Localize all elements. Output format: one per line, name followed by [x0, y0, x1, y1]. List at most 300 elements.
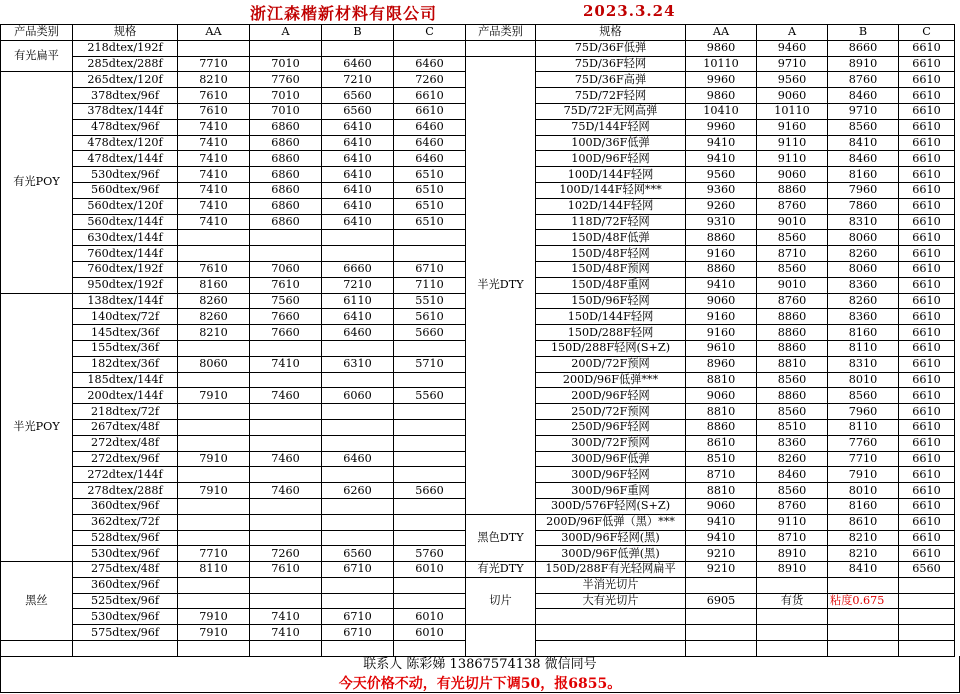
price-cell-right-a: 8760 — [757, 498, 828, 514]
price-cell-a: 6860 — [250, 119, 322, 135]
col-header-spec-right: 规格 — [536, 25, 686, 41]
price-cell-c — [394, 372, 466, 388]
price-cell-aa: 8260 — [178, 293, 250, 309]
col-header-spec: 规格 — [73, 25, 178, 41]
price-cell-b — [322, 641, 394, 657]
price-cell-a — [250, 514, 322, 530]
spec-cell: 575dtex/96f — [73, 625, 178, 641]
spec-cell-right: 300D/96F重网 — [536, 483, 686, 499]
price-cell-right-c: 6610 — [899, 530, 955, 546]
price-cell-aa — [178, 246, 250, 262]
price-cell-b: 6060 — [322, 388, 394, 404]
price-cell-right-c: 6610 — [899, 119, 955, 135]
price-cell-right-b: 8010 — [828, 483, 899, 499]
price-cell-right-c: 6610 — [899, 72, 955, 88]
price-cell-right-b: 8560 — [828, 119, 899, 135]
price-cell-aa: 8260 — [178, 309, 250, 325]
price-cell-c: 7110 — [394, 277, 466, 293]
price-cell-right-aa — [686, 641, 757, 657]
price-cell-a: 7010 — [250, 88, 322, 104]
price-cell-aa: 7410 — [178, 182, 250, 198]
table-row — [1, 56, 955, 72]
price-cell-right-c: 6610 — [899, 40, 955, 56]
price-cell-a: 7260 — [250, 546, 322, 562]
header-row — [1, 25, 955, 41]
price-cell-aa — [178, 530, 250, 546]
price-cell-b: 6410 — [322, 309, 394, 325]
spec-cell-right: 75D/72F轻网 — [536, 88, 686, 104]
price-cell-right-aa: 8810 — [686, 372, 757, 388]
price-cell-c: 7260 — [394, 72, 466, 88]
category-cell-right — [466, 40, 536, 56]
price-cell-right-aa: 6905 — [686, 593, 757, 609]
price-cell-c: 6460 — [394, 56, 466, 72]
price-cell-right-aa: 9360 — [686, 182, 757, 198]
price-cell-c — [394, 593, 466, 609]
price-cell-a — [250, 467, 322, 483]
price-cell-a — [250, 230, 322, 246]
price-cell-right-a: 10110 — [757, 103, 828, 119]
price-cell-right-aa: 8960 — [686, 356, 757, 372]
price-cell-right-a: 8860 — [757, 182, 828, 198]
price-cell-right-a: 8560 — [757, 404, 828, 420]
spec-cell: 278dtex/288f — [73, 483, 178, 499]
spec-cell: 478dtex/144f — [73, 151, 178, 167]
price-table — [0, 24, 955, 657]
price-cell-right-c: 6610 — [899, 135, 955, 151]
price-cell-right-c — [899, 609, 955, 625]
price-cell-right-c: 6610 — [899, 483, 955, 499]
price-cell-c — [394, 246, 466, 262]
spec-cell: 272dtex/144f — [73, 467, 178, 483]
price-cell-right-b — [828, 577, 899, 593]
price-cell-right-aa: 8610 — [686, 435, 757, 451]
price-cell-aa: 8210 — [178, 72, 250, 88]
price-cell-right-a: 9060 — [757, 167, 828, 183]
price-cell-right-b: 7860 — [828, 198, 899, 214]
price-cell-right-c: 6610 — [899, 246, 955, 262]
price-cell-c: 6010 — [394, 625, 466, 641]
price-cell-c: 5660 — [394, 483, 466, 499]
price-cell-aa: 8060 — [178, 356, 250, 372]
price-cell-right-aa: 8810 — [686, 404, 757, 420]
price-cell-right-a: 8360 — [757, 435, 828, 451]
price-cell-right-c: 6610 — [899, 56, 955, 72]
price-cell-c: 6460 — [394, 119, 466, 135]
price-cell-right-b: 8560 — [828, 388, 899, 404]
spec-cell-right: 150D/48F轻网 — [536, 246, 686, 262]
price-cell-b — [322, 467, 394, 483]
price-cell-right-aa: 9210 — [686, 546, 757, 562]
price-cell-a: 7060 — [250, 261, 322, 277]
spec-cell: 950dtex/192f — [73, 277, 178, 293]
spec-cell: 530dtex/96f — [73, 609, 178, 625]
price-cell-a: 6860 — [250, 198, 322, 214]
price-cell-aa — [178, 593, 250, 609]
price-cell-c — [394, 577, 466, 593]
spec-cell-right: 118D/72F轻网 — [536, 214, 686, 230]
price-cell-c: 5710 — [394, 356, 466, 372]
price-cell-right-c — [899, 625, 955, 641]
price-cell-right-b: 8910 — [828, 56, 899, 72]
price-cell-b: 6710 — [322, 625, 394, 641]
price-cell-a — [250, 530, 322, 546]
price-cell-right-b: 8010 — [828, 372, 899, 388]
price-cell-right-aa: 9060 — [686, 388, 757, 404]
spec-cell-right: 150D/96F轻网 — [536, 293, 686, 309]
price-cell-aa — [178, 467, 250, 483]
col-header-b: B — [322, 25, 394, 41]
spec-cell: 182dtex/36f — [73, 356, 178, 372]
spec-cell-right: 250D/72F预网 — [536, 404, 686, 420]
spec-cell-right: 300D/96F轻网 — [536, 467, 686, 483]
price-cell-c — [394, 40, 466, 56]
spec-cell: 560dtex/144f — [73, 214, 178, 230]
price-cell-a: 7760 — [250, 72, 322, 88]
price-cell-right-a — [757, 625, 828, 641]
price-cell-b: 6410 — [322, 198, 394, 214]
price-cell-right-a: 9110 — [757, 151, 828, 167]
price-cell-right-a: 8860 — [757, 340, 828, 356]
price-cell-right-a: 9710 — [757, 56, 828, 72]
price-cell-b — [322, 514, 394, 530]
price-cell-right-c: 6610 — [899, 546, 955, 562]
price-cell-right-a: 8810 — [757, 356, 828, 372]
price-cell-b: 6410 — [322, 214, 394, 230]
spec-cell-right: 半消光切片 — [536, 577, 686, 593]
col-header-aa-right: AA — [686, 25, 757, 41]
price-cell-right-b: 8260 — [828, 246, 899, 262]
spec-cell: 145dtex/36f — [73, 325, 178, 341]
price-cell-right-aa: 9410 — [686, 277, 757, 293]
table-row — [1, 514, 955, 530]
price-cell-b — [322, 593, 394, 609]
price-cell-c — [394, 419, 466, 435]
price-cell-right-c: 6610 — [899, 309, 955, 325]
price-cell-aa — [178, 40, 250, 56]
spec-cell-right: 100D/144F轻网*** — [536, 182, 686, 198]
price-cell-c: 6510 — [394, 167, 466, 183]
price-cell-aa — [178, 372, 250, 388]
price-cell-right-c: 6610 — [899, 261, 955, 277]
spec-cell: 528dtex/96f — [73, 530, 178, 546]
price-cell-right-b: 7760 — [828, 435, 899, 451]
price-cell-aa — [178, 340, 250, 356]
price-cell-right-b: 8160 — [828, 167, 899, 183]
price-cell-aa: 7610 — [178, 261, 250, 277]
price-cell-b: 6460 — [322, 451, 394, 467]
price-cell-right-aa: 9860 — [686, 88, 757, 104]
spec-cell-right: 200D/96F低弹（黑）*** — [536, 514, 686, 530]
price-cell-right-b: 8460 — [828, 88, 899, 104]
price-cell-a — [250, 593, 322, 609]
price-cell-right-aa: 9410 — [686, 530, 757, 546]
spec-cell: 272dtex/48f — [73, 435, 178, 451]
price-cell-right-aa: 9210 — [686, 562, 757, 578]
price-cell-right-a: 8910 — [757, 562, 828, 578]
price-cell-a: 7610 — [250, 277, 322, 293]
spec-cell: 285dtex/288f — [73, 56, 178, 72]
title-bar — [0, 0, 960, 24]
price-cell-aa: 7910 — [178, 609, 250, 625]
price-cell-a: 6860 — [250, 135, 322, 151]
price-cell-right-aa: 10410 — [686, 103, 757, 119]
spec-cell: 560dtex/120f — [73, 198, 178, 214]
price-cell-right-c: 6610 — [899, 167, 955, 183]
price-cell-aa: 8160 — [178, 277, 250, 293]
spec-cell-right: 150D/48F重网 — [536, 277, 686, 293]
price-cell-b — [322, 530, 394, 546]
price-cell-aa: 7610 — [178, 103, 250, 119]
price-cell-right-b: 8060 — [828, 261, 899, 277]
price-cell-b — [322, 404, 394, 420]
price-cell-c: 6510 — [394, 198, 466, 214]
price-cell-right-aa — [686, 609, 757, 625]
price-cell-c — [394, 340, 466, 356]
price-cell-b — [322, 340, 394, 356]
price-cell-right-b: 8410 — [828, 562, 899, 578]
price-cell-right-c: 6610 — [899, 419, 955, 435]
price-cell-right-a: 9110 — [757, 514, 828, 530]
price-cell-a: 7410 — [250, 609, 322, 625]
price-cell-right-b: 8210 — [828, 530, 899, 546]
price-cell-right-c: 6560 — [899, 562, 955, 578]
spec-cell: 360dtex/96f — [73, 498, 178, 514]
price-cell-right-c: 6610 — [899, 514, 955, 530]
spec-cell-right: 150D/144F轻网 — [536, 309, 686, 325]
table-row — [1, 562, 955, 578]
price-cell-a — [250, 419, 322, 435]
price-cell-right-aa: 9310 — [686, 214, 757, 230]
price-cell-right-a: 9560 — [757, 72, 828, 88]
price-cell-right-b: 8210 — [828, 546, 899, 562]
price-cell-b: 6660 — [322, 261, 394, 277]
category-cell-right: 半光DTY — [466, 56, 536, 514]
price-cell-c: 6510 — [394, 182, 466, 198]
price-cell-aa — [178, 641, 250, 657]
price-cell-right-c: 6610 — [899, 404, 955, 420]
spec-cell: 760dtex/192f — [73, 261, 178, 277]
price-cell-right-a: 9110 — [757, 135, 828, 151]
spec-cell-right: 200D/96F轻网 — [536, 388, 686, 404]
price-cell-right-a: 8560 — [757, 230, 828, 246]
price-cell-right-c: 6610 — [899, 230, 955, 246]
price-cell-aa: 7410 — [178, 119, 250, 135]
price-notice: 今天价格不动，有光切片下调50，报6855。 — [338, 676, 622, 692]
price-cell-b — [322, 40, 394, 56]
price-cell-right-a: 8260 — [757, 451, 828, 467]
spec-cell: 218dtex/192f — [73, 40, 178, 56]
price-cell-aa: 7910 — [178, 451, 250, 467]
price-cell-b: 6410 — [322, 135, 394, 151]
spec-cell: 185dtex/144f — [73, 372, 178, 388]
price-cell-right-c: 6610 — [899, 372, 955, 388]
price-cell-a — [250, 40, 322, 56]
category-cell-right — [466, 625, 536, 657]
col-header-c-right: C — [899, 25, 955, 41]
price-cell-right-a: 8860 — [757, 309, 828, 325]
price-cell-a — [250, 641, 322, 657]
price-cell-aa: 7910 — [178, 625, 250, 641]
price-cell-b — [322, 230, 394, 246]
price-cell-b: 6460 — [322, 56, 394, 72]
price-cell-right-c: 6610 — [899, 293, 955, 309]
spec-cell: 560dtex/96f — [73, 182, 178, 198]
price-cell-a: 7460 — [250, 388, 322, 404]
price-cell-right-c: 6610 — [899, 498, 955, 514]
price-cell-right-aa: 9260 — [686, 198, 757, 214]
category-cell — [1, 641, 73, 657]
table-row — [1, 577, 955, 593]
spec-cell: 140dtex/72f — [73, 309, 178, 325]
col-header-category: 产品类别 — [1, 25, 73, 41]
price-cell-aa — [178, 514, 250, 530]
price-cell-right-c: 6610 — [899, 151, 955, 167]
spec-cell-right: 大有光切片 — [536, 593, 686, 609]
company-name: 浙江森楷新材料有限公司 — [250, 4, 438, 23]
price-cell-right-b: 7960 — [828, 404, 899, 420]
price-cell-right-aa: 9410 — [686, 514, 757, 530]
price-cell-right-aa: 9160 — [686, 309, 757, 325]
price-cell-right-aa — [686, 577, 757, 593]
price-cell-right-aa: 9410 — [686, 151, 757, 167]
price-cell-right-b: 8460 — [828, 151, 899, 167]
price-cell-b — [322, 435, 394, 451]
col-header-category-right: 产品类别 — [466, 25, 536, 41]
price-cell-aa: 7410 — [178, 167, 250, 183]
price-cell-right-aa: 9060 — [686, 498, 757, 514]
price-cell-right-a: 8710 — [757, 530, 828, 546]
spec-cell-right: 200D/72F预网 — [536, 356, 686, 372]
price-cell-a: 7660 — [250, 309, 322, 325]
spec-cell: 760dtex/144f — [73, 246, 178, 262]
price-cell-b: 6560 — [322, 546, 394, 562]
price-cell-right-aa: 9960 — [686, 119, 757, 135]
price-cell-right-a: 8910 — [757, 546, 828, 562]
price-cell-right-aa: 8860 — [686, 230, 757, 246]
category-cell: 黑丝 — [1, 562, 73, 641]
spec-cell: 530dtex/96f — [73, 167, 178, 183]
spec-cell: 275dtex/48f — [73, 562, 178, 578]
spec-cell: 272dtex/96f — [73, 451, 178, 467]
price-cell-right-a: 9010 — [757, 277, 828, 293]
price-cell-right-c: 6610 — [899, 435, 955, 451]
price-cell-right-a: 8760 — [757, 198, 828, 214]
spec-cell-right: 75D/36F高弹 — [536, 72, 686, 88]
price-cell-right-aa: 9060 — [686, 293, 757, 309]
spec-cell-right: 150D/288F轻网(S+Z) — [536, 340, 686, 356]
price-cell-right-b: 7710 — [828, 451, 899, 467]
price-cell-c: 6010 — [394, 562, 466, 578]
price-cell-right-aa: 9410 — [686, 135, 757, 151]
spec-cell-right: 150D/48F预网 — [536, 261, 686, 277]
price-cell-b: 6110 — [322, 293, 394, 309]
price-cell-b: 6710 — [322, 609, 394, 625]
price-cell-right-a: 8760 — [757, 293, 828, 309]
price-cell-c: 6460 — [394, 151, 466, 167]
price-cell-right-a — [757, 577, 828, 593]
spec-cell: 265dtex/120f — [73, 72, 178, 88]
price-cell-right-b: 8410 — [828, 135, 899, 151]
price-cell-right-aa: 8710 — [686, 467, 757, 483]
price-cell-b: 6410 — [322, 167, 394, 183]
price-cell-c: 6610 — [394, 103, 466, 119]
col-header-b-right: B — [828, 25, 899, 41]
price-cell-right-b: 8760 — [828, 72, 899, 88]
price-cell-aa: 7710 — [178, 546, 250, 562]
price-cell-right-c: 6610 — [899, 325, 955, 341]
price-cell-a: 6860 — [250, 182, 322, 198]
price-cell-b — [322, 372, 394, 388]
spec-cell-right: 75D/36F轻网 — [536, 56, 686, 72]
price-cell-b — [322, 577, 394, 593]
price-cell-right-b: 8360 — [828, 277, 899, 293]
price-cell-c: 5760 — [394, 546, 466, 562]
price-cell-right-a: 9460 — [757, 40, 828, 56]
category-cell-right: 黑色DTY — [466, 514, 536, 561]
spec-cell: 378dtex/144f — [73, 103, 178, 119]
price-cell-right-a — [757, 609, 828, 625]
spec-cell: 378dtex/96f — [73, 88, 178, 104]
spec-cell-right: 100D/36F低弹 — [536, 135, 686, 151]
price-cell-c — [394, 530, 466, 546]
price-cell-b: 6560 — [322, 88, 394, 104]
price-cell-b: 6410 — [322, 119, 394, 135]
price-cell-right-a: 8560 — [757, 483, 828, 499]
price-cell-a — [250, 372, 322, 388]
price-cell-c: 5510 — [394, 293, 466, 309]
price-cell-right-c: 6610 — [899, 214, 955, 230]
price-cell-c: 6010 — [394, 609, 466, 625]
price-cell-b — [322, 419, 394, 435]
price-cell-a — [250, 498, 322, 514]
price-cell-b — [322, 498, 394, 514]
spec-cell-right: 75D/36F低弹 — [536, 40, 686, 56]
price-cell-b — [322, 246, 394, 262]
price-cell-a: 6860 — [250, 167, 322, 183]
price-cell-aa — [178, 498, 250, 514]
price-cell-c: 5610 — [394, 309, 466, 325]
price-cell-right-a: 8860 — [757, 325, 828, 341]
spec-cell: 200dtex/144f — [73, 388, 178, 404]
price-cell-right-b: 8360 — [828, 309, 899, 325]
spec-cell-right: 300D/96F低弹(黑) — [536, 546, 686, 562]
price-cell-right-a: 9010 — [757, 214, 828, 230]
spec-cell-right: 250D/96F轻网 — [536, 419, 686, 435]
spec-cell-right — [536, 641, 686, 657]
price-cell-aa: 8210 — [178, 325, 250, 341]
price-cell-right-b: 8610 — [828, 514, 899, 530]
price-cell-right-aa: 9160 — [686, 325, 757, 341]
price-cell-c: 6710 — [394, 261, 466, 277]
price-cell-a — [250, 435, 322, 451]
category-cell: 半光POY — [1, 293, 73, 562]
price-cell-right-b: 8310 — [828, 356, 899, 372]
price-cell-aa — [178, 435, 250, 451]
spec-cell-right: 100D/96F轻网 — [536, 151, 686, 167]
price-cell-right-b: 7910 — [828, 467, 899, 483]
category-cell-right: 切片 — [466, 577, 536, 624]
price-cell-a: 6860 — [250, 214, 322, 230]
price-cell-a — [250, 577, 322, 593]
price-cell-right-aa: 9960 — [686, 72, 757, 88]
price-cell-right-aa: 9160 — [686, 246, 757, 262]
col-header-a: A — [250, 25, 322, 41]
price-cell-right-b — [828, 609, 899, 625]
spec-cell: 478dtex/120f — [73, 135, 178, 151]
price-cell-right-c — [899, 641, 955, 657]
price-cell-b: 6260 — [322, 483, 394, 499]
